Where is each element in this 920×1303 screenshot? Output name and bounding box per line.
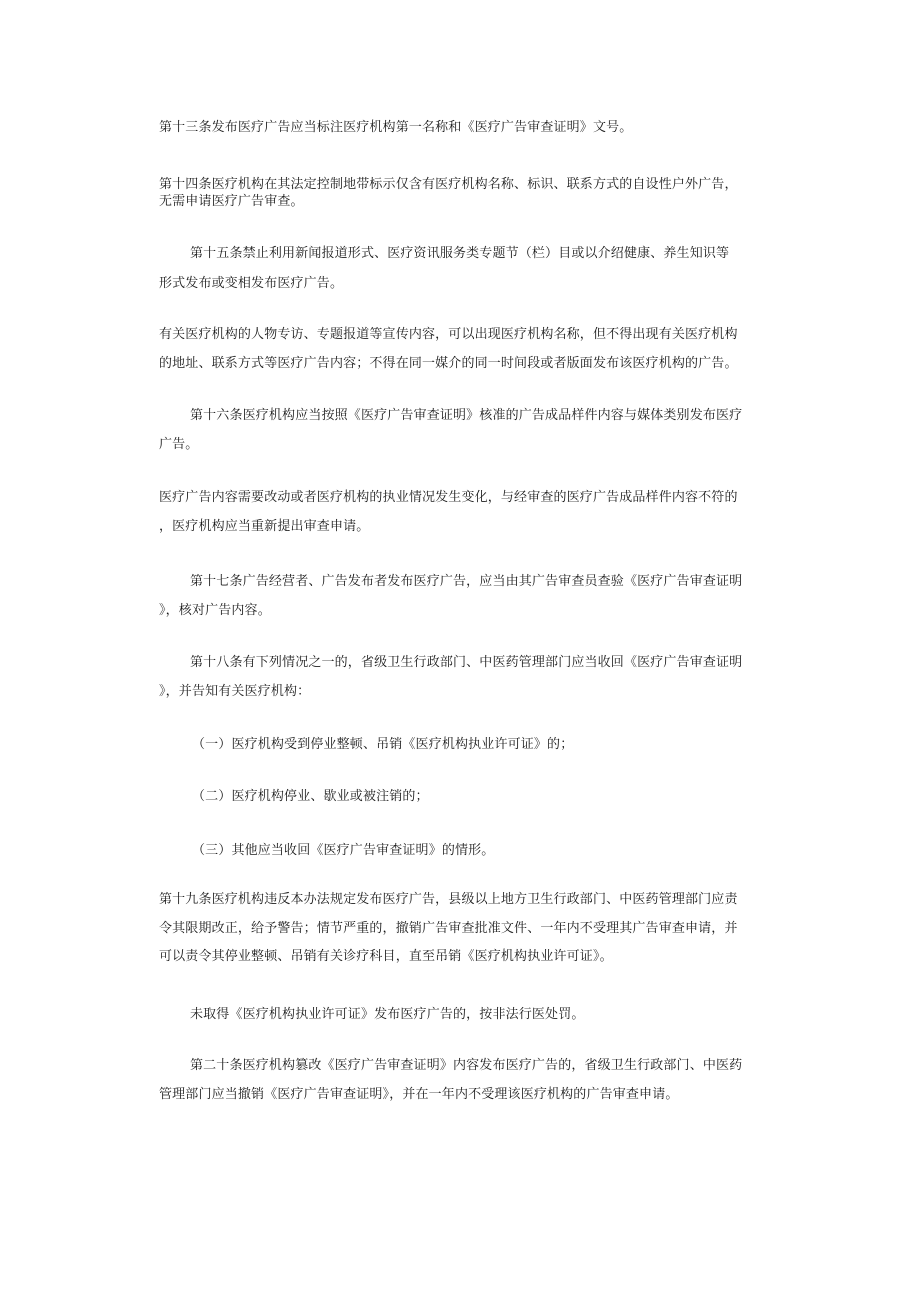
article-16-line-2: 广告。 [159,437,199,452]
article-17-line-1: 第十七条广告经营者、广告发布者发布医疗广告，应当由其广告审查员查验《医疗广告审查证明 [190,574,743,589]
article-18-line-1: 第十八条有下列情况之一的，省级卫生行政部门、中医药管理部门应当收回《医疗广告审查证明 [190,655,743,670]
article-14-line-2: 无需申请医疗广告审查。 [159,194,304,209]
article-18-line-2: 》，并告知有关医疗机构： [159,684,311,699]
article-19-line-3: 可以责令其停业整顿、吊销有关诊疗科目，直至吊销《医疗机构执业许可证》。 [159,949,613,964]
article-14-line-1: 第十四条医疗机构在其法定控制地带标示仅含有医疗机构名称、标识、联系方式的自设性户外广告， [159,177,738,192]
article-19-p2-line-1: 未取得《医疗机构执业许可证》发布医疗广告的，按非法行医处罚。 [190,1007,585,1022]
article-18-item-1: （一）医疗机构受到停业整顿、吊销《医疗机构执业许可证》的； [192,737,574,752]
article-20-line-2: 管理部门应当撤销《医疗广告审查证明》，并在一年内不受理该医疗机构的广告审查申请。 [159,1087,679,1102]
article-13-line-1: 第十三条发布医疗广告应当标注医疗机构第一名称和《医疗广告审查证明》文号。 [159,120,633,135]
article-15-p2-line-1: 有关医疗机构的人物专访、专题报道等宣传内容，可以出现医疗机构名称，但不得出现有关医疗机构 [159,327,738,342]
article-15-line-2: 形式发布或变相发布医疗广告。 [159,276,344,291]
article-19-line-1: 第十九条医疗机构违反本办法规定发布医疗广告，县级以上地方卫生行政部门、中医药管理部门应责 [159,892,738,907]
article-19-line-2: 令其限期改正，给予警告；情节严重的，撤销广告审查批准文件、一年内不受理其广告审查申请，并 [159,921,738,936]
article-17-line-2: 》，核对广告内容。 [159,603,271,618]
article-15-line-1: 第十五条禁止利用新闻报道形式、医疗资讯服务类专题节（栏）目或以介绍健康、养生知识等 [190,246,730,261]
article-16-line-1: 第十六条医疗机构应当按照《医疗广告审查证明》核准的广告成品样件内容与媒体类别发布医疗 [190,408,743,423]
article-15-p2-line-2: 的地址、联系方式等医疗广告内容；不得在同一媒介的同一时间段或者版面发布该医疗机构的广告。 [159,356,738,371]
article-18-item-2: （二）医疗机构停业、歇业或被注销的； [192,789,429,804]
article-18-item-3: （三）其他应当收回《医疗广告审查证明》的情形。 [192,843,495,858]
article-20-line-1: 第二十条医疗机构篡改《医疗广告审查证明》内容发布医疗广告的，省级卫生行政部门、中医药 [190,1058,743,1073]
article-16-p2-line-1: 医疗广告内容需要改动或者医疗机构的执业情况发生变化，与经审查的医疗广告成品样件内容不符的 [159,490,738,505]
article-16-p2-line-2: ，医疗机构应当重新提出审查申请。 [159,519,370,534]
